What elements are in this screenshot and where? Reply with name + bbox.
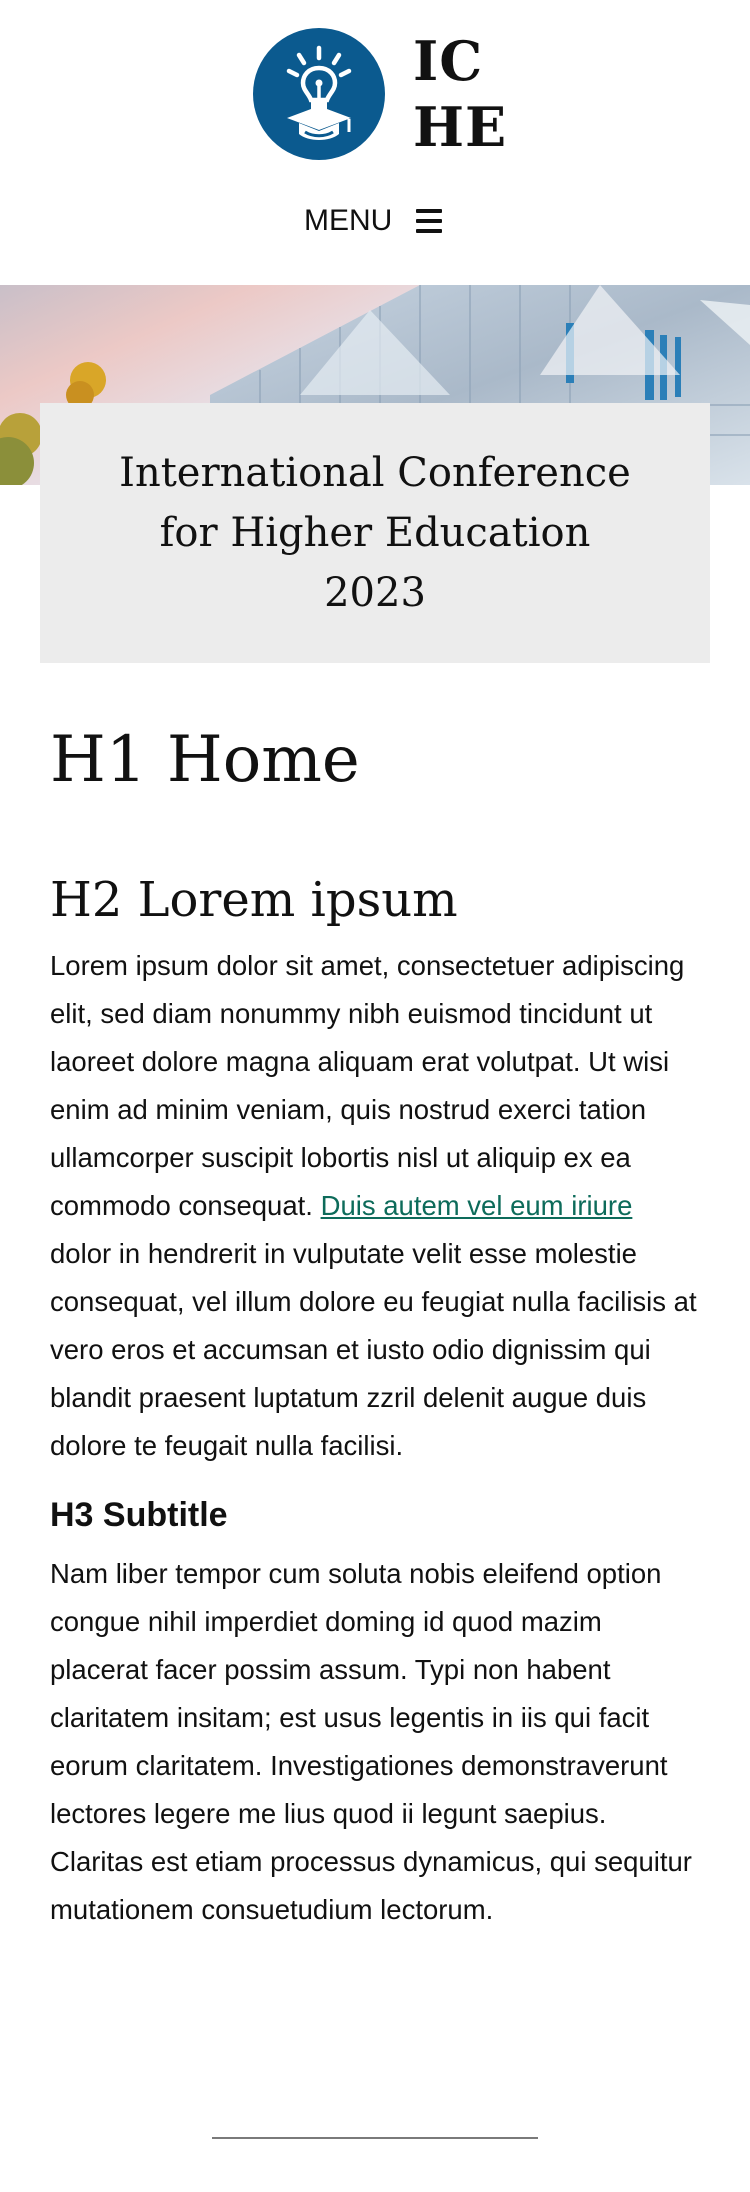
hero-title: International Conference for Higher Education 2023 (119, 450, 631, 616)
logo-text-ic: IC (413, 29, 484, 93)
para1-text-end: dolor in hendrerit in vulputate velit esse molestie consequat, vel illum dolore eu feugiat nulla facilisis at vero eros et accumsan et iusto odio dignissim qui blandit praesent luptatum zzril delenit augue duis dolore te feugait nulla facilisi. (50, 1238, 697, 1461)
site-header (0, 0, 750, 285)
para1-text-start: Lorem ipsum dolor sit amet, consectetuer adipiscing elit, sed diam nonummy nibh euismod tincidunt ut laoreet dolore magna aliquam erat volutpat. Ut wisi enim ad minim veniam, quis nostrud exerci tation ullamcorper suscipit lobortis nisl ut aliquip ex ea commodo consequat. (50, 950, 685, 1221)
hamburger-icon (416, 209, 442, 233)
logo-text-he: HE (413, 95, 508, 159)
subtitle-heading: H3 Subtitle (50, 1496, 228, 1534)
body-paragraph: Nam liber tempor cum soluta nobis eleifend option congue nihil imperdiet doming id quod mazim placerat facer possim assum. Typi non habent claritatem insitam; est usus legentis in iis qui facit eorum claritatem. Investigationes demonstraverunt lectores legere me lius quod ii legunt saepius. Claritas est etiam processus dynamicus, qui sequitur mutationem consuetudium lectorum. (50, 1558, 692, 1925)
section-heading: H2 Lorem ipsum (50, 872, 458, 928)
footer-divider (212, 2137, 538, 2139)
lightbulb-graduation-cap-icon (253, 28, 385, 160)
page-heading: H1 Home (50, 723, 360, 797)
main-content (50, 720, 700, 1934)
inline-link[interactable]: Duis autem vel eum iriure (320, 1190, 633, 1221)
menu-button[interactable] (304, 204, 442, 238)
site-logo[interactable] (253, 28, 507, 160)
menu-label: MENU (304, 204, 393, 237)
logo-wordmark (413, 28, 507, 160)
intro-paragraph (50, 942, 700, 1470)
hero-title-box (40, 403, 710, 663)
